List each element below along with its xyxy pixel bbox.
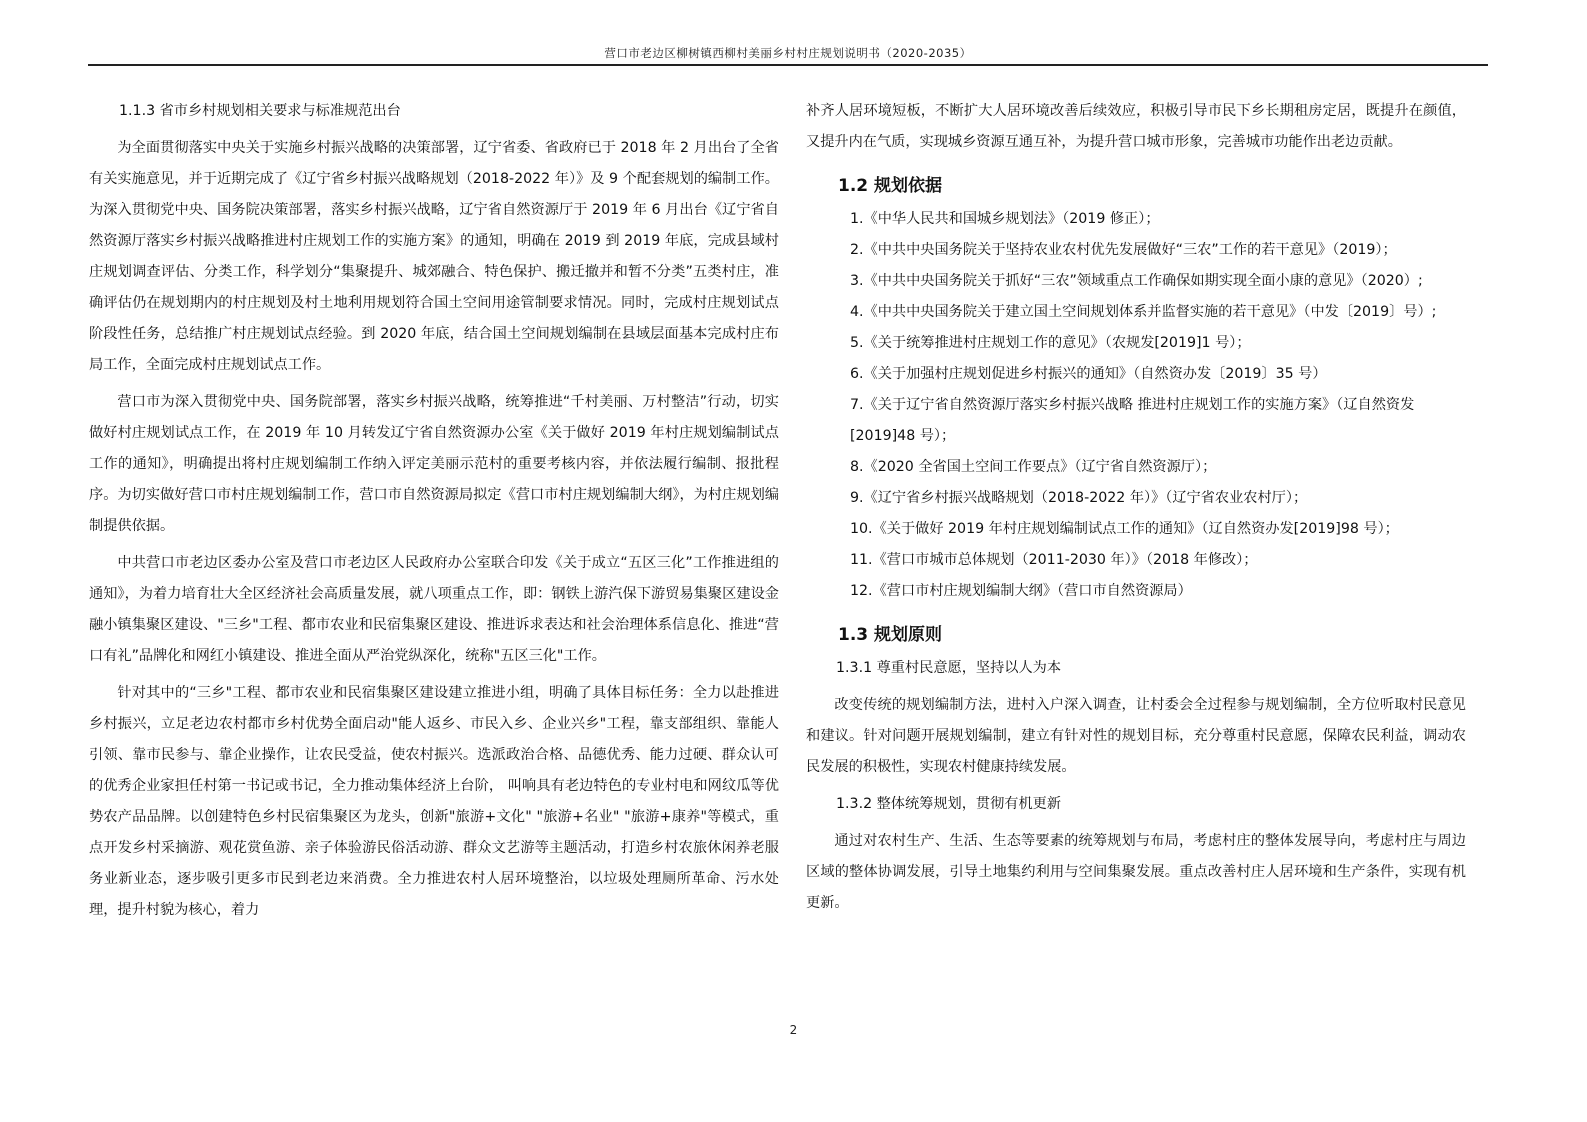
page-header xyxy=(88,44,1488,66)
reference-item: 1.《中华人民共和国城乡规划法》（2019 修正）； xyxy=(850,211,1160,227)
subsection-heading-1-3-2: 1.3.2 整体统筹规划，贯彻有机更新 xyxy=(836,796,1062,812)
paragraph: 为全面贯彻落实中央关于实施乡村振兴战略的决策部署，辽宁省委、省政府已于 2018 年 2 月出台了全省有关实施意见，并于近期完成了《辽宁省乡村振兴战略规划（2018-2022 年）》及 9 个配套规划的编制工作。为深入贯彻党中央、国务院决策部署，落实乡村振兴战略，辽宁省自然资源厅于 2019 年 6 月出台《辽宁省自然资源厅落实乡村振兴战略推进村庄规划工作的实施方案》的通知，明确在 2019 到 2019 年底，完成县域村庄规划调查评估、分类工作，科学划分“集聚提升、城郊融合、特色保护、搬迁撤并和暂不分类”五类村庄，准确评估仍在规划期内的村庄规划及村土地利用规划符合国土空间用途管制要求情况。同时，完成村庄规划试点阶段性任务，总结推广村庄规划试点经验。到 2020 年底，结合国土空间规划编制在县域层面基本完成村庄布局工作，全面完成村庄规划试点工作。 xyxy=(89,140,779,373)
reference-item: 5.《关于统筹推进村庄规划工作的意见》（农规发[2019]1 号）； xyxy=(850,335,1251,351)
section-heading-1-3: 1.3 规划原则 xyxy=(838,625,943,645)
reference-item: 2.《中共中央国务院关于坚持农业农村优先发展做好“三农”工作的若干意见》（2019）； xyxy=(850,242,1397,258)
left-column xyxy=(89,96,779,926)
reference-item: 8.《2020 全省国土空间工作要点》（辽宁省自然资源厅）； xyxy=(850,459,1217,475)
section-heading-1-2: 1.2 规划依据 xyxy=(838,176,943,196)
reference-item: 9.《辽宁省乡村振兴战略规划（2018-2022 年）》（辽宁省农业农村厅）； xyxy=(850,490,1308,506)
reference-item: 7.《关于辽宁省自然资源厅落实乡村振兴战略 推进村庄规划工作的实施方案》（辽自然资发[2019]48 号）； xyxy=(850,397,1415,444)
reference-list xyxy=(806,204,1466,607)
paragraph: 营口市为深入贯彻党中央、国务院部署，落实乡村振兴战略，统筹推进“千村美丽、万村整洁”行动，切实做好村庄规划试点工作，在 2019 年 10 月转发辽宁省自然资源办公室《关于做好 2019 年村庄规划编制试点工作的通知》，明确提出将村庄规划编制工作纳入评定美丽示范村的重要考核内容，并依法履行编制、报批程序。为切实做好营口市村庄规划编制工作，营口市自然资源局拟定《营口市村庄规划编制大纲》，为村庄规划编制提供依据。 xyxy=(89,394,779,534)
right-column xyxy=(806,96,1466,919)
subsection-heading-1-1-3: 1.1.3 省市乡村规划相关要求与标准规范出台 xyxy=(119,103,401,119)
reference-item: 11.《营口市城市总体规划（2011-2030 年）》（2018 年修改）； xyxy=(850,552,1258,568)
reference-item: 10.《关于做好 2019 年村庄规划编制试点工作的通知》（辽自然资办发[2019]98 号）； xyxy=(850,521,1399,537)
document-title: 营口市老边区柳树镇西柳村美丽乡村村庄规划说明书（2020-2035） xyxy=(604,46,972,60)
reference-item: 3.《中共中央国务院关于抓好“三农”领域重点工作确保如期实现全面小康的意见》（2020）; xyxy=(850,273,1423,289)
paragraph: 针对其中的“三乡"工程、都市农业和民宿集聚区建设建立推进小组，明确了具体目标任务：全力以赴推进乡村振兴，立足老边农村都市乡村优势全面启动"能人返乡、市民入乡、企业兴乡"工程，靠支部组织、靠能人引领、靠市民参与、靠企业操作，让农民受益，使农村振兴。选派政治合格、品德优秀、能力过硬、群众认可的优秀企业家担任村第一书记或书记，全力推动集体经济上台阶， 叫响具有老边特色的专业村电和网纹瓜等优势农产品品牌。以创建特色乡村民宿集聚区为龙头，创新"旅游+文化" "旅游+名业" "旅游+康养"等模式，重点开发乡村采摘游、观花赏鱼游、亲子体验游民俗活动游、群众文艺游等主题活动，打造乡村农旅休闲养老服务业新业态，逐步吸引更多市民到老边来消费。全力推进农村人居环境整治，以垃圾处理厕所革命、污水处理，提升村貌为核心，着力 xyxy=(89,685,779,918)
paragraph: 中共营口市老边区委办公室及营口市老边区人民政府办公室联合印发《关于成立“五区三化”工作推进组的通知》，为着力培育壮大全区经济社会高质量发展，就八项重点工作，即：钢铁上游汽保下游贸易集聚区建设金融小镇集聚区建设、"三乡"工程、都市农业和民宿集聚区建设、推进诉求表达和社会治理体系信息化、推进“营口有礼”品牌化和网红小镇建设、推进全面从严治党纵深化，统称"五区三化"工作。 xyxy=(89,555,779,664)
subsection-heading-1-3-1: 1.3.1 尊重村民意愿，坚持以人为本 xyxy=(836,660,1062,676)
reference-item: 6.《关于加强村庄规划促进乡村振兴的通知》（自然资办发〔2019〕35 号） xyxy=(850,366,1327,382)
reference-item: 4.《中共中央国务院关于建立国土空间规划体系并监督实施的若干意见》（中发〔2019〕号）; xyxy=(850,304,1437,320)
paragraph: 改变传统的规划编制方法，进村入户深入调查，让村委会全过程参与规划编制，全方位听取村民意见和建议。针对问题开展规划编制，建立有针对性的规划目标，充分尊重村民意愿，保障农民利益，调动农民发展的积极性，实现农村健康持续发展。 xyxy=(806,697,1466,775)
page-number: 2 xyxy=(789,1023,798,1037)
reference-item: 12.《营口市村庄规划编制大纲》（营口市自然资源局） xyxy=(850,583,1192,599)
paragraph: 通过对农村生产、生活、生态等要素的统筹规划与布局，考虑村庄的整体发展导向，考虑村庄与周边区域的整体协调发展，引导土地集约利用与空间集聚发展。重点改善村庄人居环境和生产条件，实现有机更新。 xyxy=(806,833,1466,911)
paragraph-continuation: 补齐人居环境短板，不断扩大人居环境改善后续效应，积极引导市民下乡长期租房定居，既提升在颜值，又提升内在气质，实现城乡资源互通互补，为提升营口城市形象，完善城市功能作出老边贡献。 xyxy=(806,103,1466,150)
